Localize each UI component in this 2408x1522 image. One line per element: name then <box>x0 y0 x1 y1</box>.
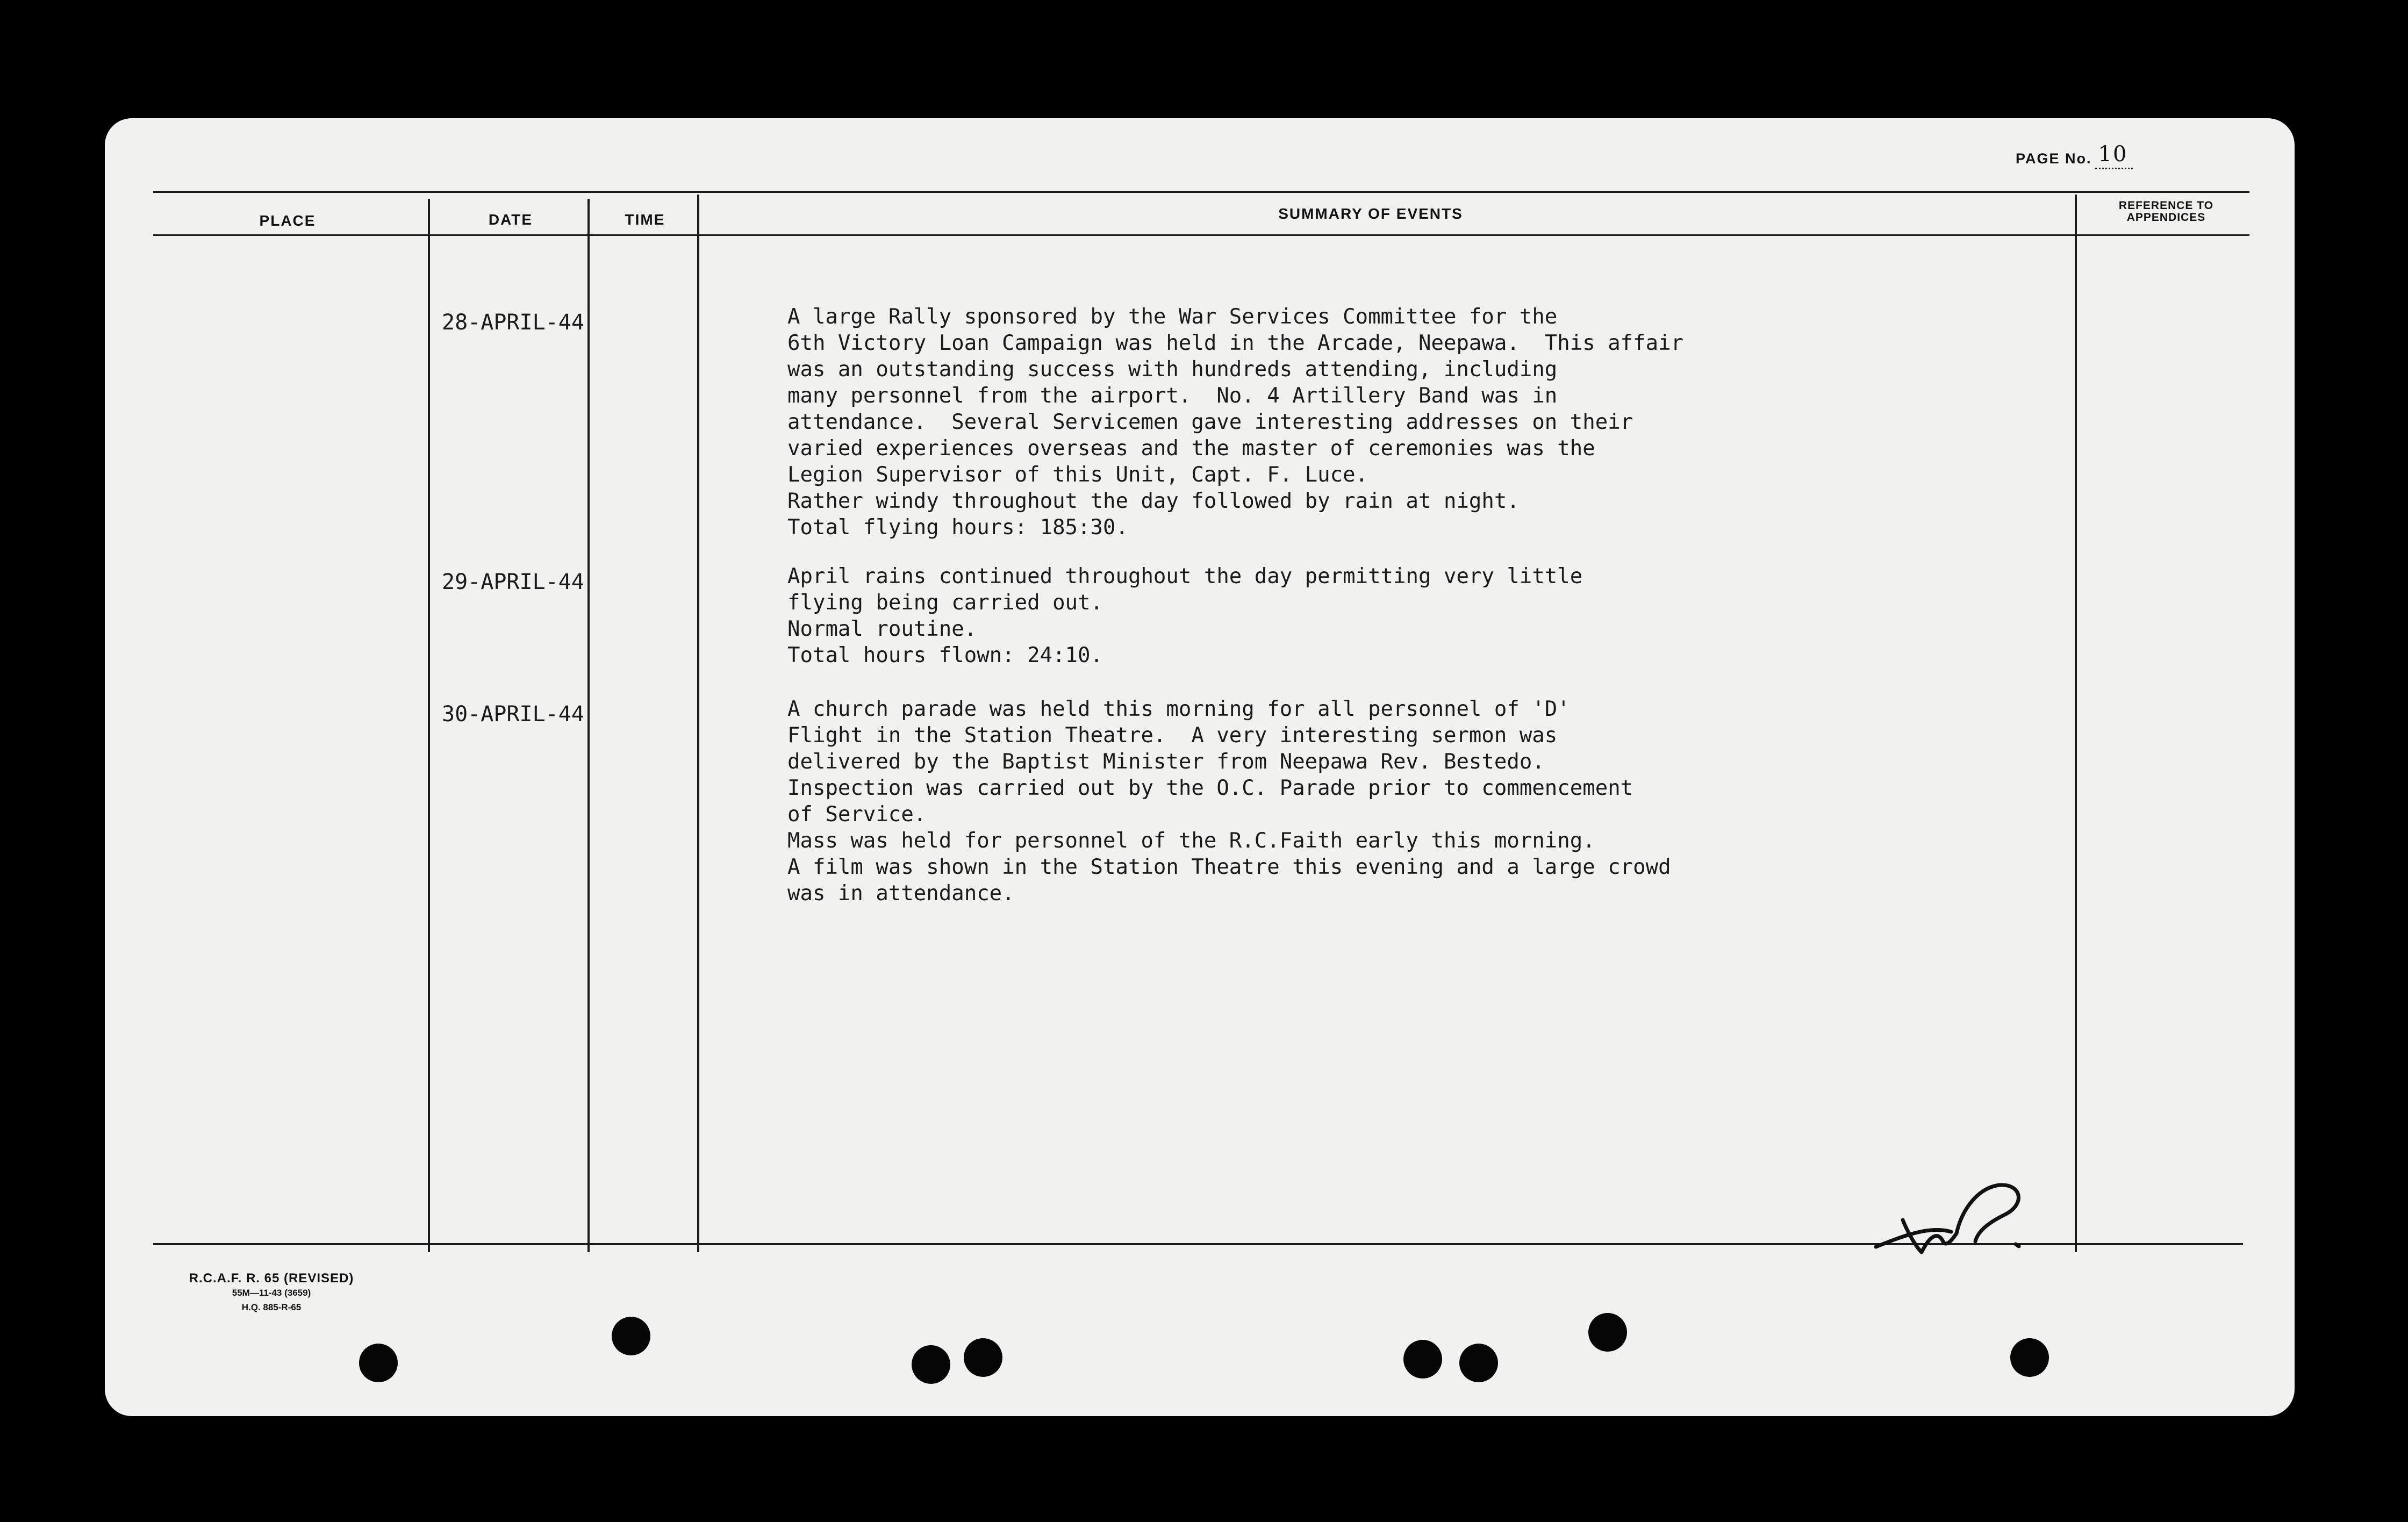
page-number-label: PAGE No. <box>2016 150 2092 167</box>
entry-date: 30-APRIL-44 <box>442 702 584 727</box>
entry-text: April rains continued throughout the day permitting very little flying being carried out. Normal routine. Total hours flown: 24:10. <box>787 564 1583 667</box>
date-time-divider <box>587 199 590 1252</box>
reference-header-line1: REFERENCE TO <box>2118 199 2214 212</box>
page-number <box>2016 144 2133 169</box>
form-print-code: 55M—11-43 (3659) <box>232 1288 311 1298</box>
handwritten-initials <box>1870 1172 2042 1258</box>
entry-text: A church parade was held this morning for all personnel of 'D' Flight in the Station Theatre. A very interesting sermon was delivered by the Baptist Minister from Neepawa Rev. Bestedo. Inspection was carried out by the O.C. Parade prior to commencement of Service. Mass was held for personnel of the R.C.Faith early this morning. A film was shown in the Station Theatre this evening and a large crowd was in attendance. <box>787 697 1671 906</box>
place-date-divider <box>428 199 430 1252</box>
summary-reference-divider <box>2075 195 2077 1252</box>
form-identification <box>159 1271 384 1315</box>
punch-hole <box>612 1317 650 1355</box>
punch-hole <box>2010 1338 2049 1377</box>
column-header-date: DATE <box>488 211 533 228</box>
entry-date: 28-APRIL-44 <box>442 310 584 335</box>
punch-hole <box>1588 1313 1627 1352</box>
reference-header-line2: APPENDICES <box>2126 211 2206 224</box>
punch-hole <box>1459 1344 1498 1382</box>
header-bottom-rule <box>153 234 2249 236</box>
form-hq-code: H.Q. 885-R-65 <box>241 1302 302 1312</box>
column-header-reference <box>2086 200 2247 224</box>
column-header-time: TIME <box>625 211 665 228</box>
punch-hole <box>359 1344 398 1382</box>
page-number-value: 10 <box>2095 142 2133 169</box>
punch-hole <box>912 1345 950 1384</box>
punch-hole <box>1403 1340 1442 1379</box>
entry-date: 29-APRIL-44 <box>442 570 584 594</box>
header-top-rule <box>153 191 2249 193</box>
column-header-summary: SUMMARY OF EVENTS <box>1278 205 1463 222</box>
time-summary-divider <box>697 195 699 1252</box>
entry-text: A large Rally sponsored by the War Services Committee for the 6th Victory Loan Campaign was held in the Arcade, Neepawa. This affair was an outstanding success with hundreds attending, including many personnel from the airport. No. 4 Artillery Band was in attendance. Several Servicemen gave interesting addresses on their varied experiences overseas and the master of ceremonies was the Legion Supervisor of this Unit, Capt. F. Luce. Rather windy throughout the day followed by rain at night. Total flying hours: 185:30. <box>787 305 1684 540</box>
form-number: R.C.A.F. R. 65 (REVISED) <box>189 1271 354 1286</box>
column-header-place: PLACE <box>259 212 316 229</box>
punch-hole <box>964 1338 1002 1377</box>
